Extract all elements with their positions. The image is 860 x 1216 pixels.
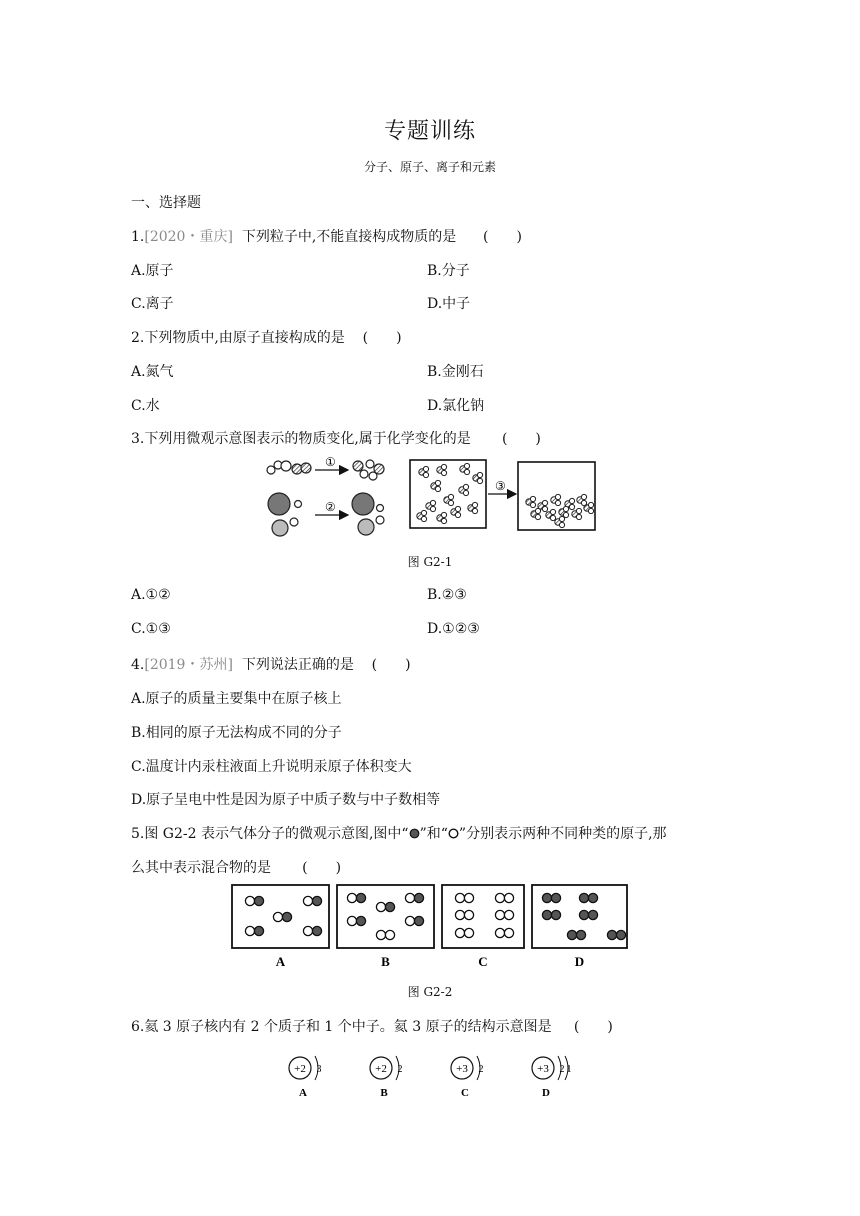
- question-5-line2: [131, 857, 341, 877]
- option: C.温度计内汞柱液面上升说明汞原子体积变大: [131, 759, 412, 775]
- reactant-group-1: [267, 461, 311, 474]
- shell-electrons: 2: [478, 1064, 484, 1075]
- atom-diagram-b: [370, 1056, 403, 1099]
- option: B.相同的原子无法构成不同的分子: [131, 725, 342, 741]
- figure-caption: 图 G2-1: [407, 555, 453, 569]
- reactant-group-2: [268, 493, 302, 536]
- figure-g2-2: [230, 883, 630, 973]
- panel-d: [532, 885, 627, 969]
- option: C.①③: [131, 621, 171, 637]
- answer-paren: ( ): [302, 860, 342, 876]
- question-stem: 下列说法正确的是: [241, 657, 354, 673]
- section-heading: 一、选择题: [131, 195, 201, 211]
- product-group-2: [352, 493, 384, 535]
- panel-c: [442, 885, 524, 969]
- answer-paren: ( ): [501, 431, 541, 447]
- panel-b: [337, 885, 434, 969]
- question-source: [2020・重庆]: [144, 229, 233, 245]
- atom-diagram-d: [532, 1056, 572, 1099]
- option: D.原子呈电中性是因为原子中质子数与中子数相等: [131, 792, 441, 808]
- question-number: 1.: [131, 229, 145, 245]
- diagram-label: D: [542, 1087, 550, 1099]
- option: A.原子: [131, 263, 174, 279]
- question-stem: ”和“: [419, 826, 448, 842]
- question-4: [131, 654, 411, 674]
- mark-3: ③: [495, 479, 506, 493]
- shell-electrons: 1: [566, 1064, 572, 1075]
- answer-paren: ( ): [573, 1019, 613, 1035]
- mark-1: ①: [325, 455, 336, 469]
- question-source: [2019・苏州]: [144, 657, 233, 673]
- panel-label: A: [275, 954, 286, 969]
- option: D.中子: [427, 296, 471, 312]
- option: A.氮气: [131, 364, 174, 380]
- product-group-1: [353, 460, 384, 480]
- question-stem: 3.下列用微观示意图表示的物质变化,属于化学变化的是: [131, 431, 471, 447]
- option: A.原子的质量主要集中在原子核上: [131, 691, 342, 707]
- option: D.①②③: [427, 621, 480, 637]
- question-5: [131, 823, 667, 843]
- panel-label: D: [574, 954, 585, 969]
- mark-2: ②: [325, 500, 336, 514]
- nucleus-charge: +3: [537, 1063, 549, 1075]
- shell-electrons: 3: [316, 1064, 322, 1075]
- question-stem: 下列粒子中,不能直接构成物质的是: [241, 229, 457, 245]
- question-3: [131, 428, 541, 448]
- option: C.离子: [131, 296, 174, 312]
- nucleus-charge: +3: [456, 1063, 468, 1075]
- panel-a: [232, 885, 329, 969]
- option: B.金刚石: [427, 364, 484, 380]
- option: D.氯化钠: [427, 398, 485, 414]
- figure-caption: 图 G2-2: [407, 985, 453, 999]
- answer-paren: ( ): [371, 657, 411, 673]
- question-stem: 2.下列物质中,由原子直接构成的是: [131, 330, 345, 346]
- atom-structure-diagrams: [270, 1046, 600, 1102]
- light-atom-icon: [448, 828, 459, 839]
- question-1: [131, 226, 522, 246]
- diagram-label: C: [461, 1087, 469, 1099]
- question-2: [131, 327, 402, 347]
- answer-paren: ( ): [482, 229, 522, 245]
- panel-label: B: [381, 954, 390, 969]
- question-number: 4.: [131, 657, 145, 673]
- shell-electrons: 2: [559, 1064, 565, 1075]
- page-subtitle: 分子、原子、离子和元素: [363, 160, 496, 174]
- panel-label: C: [478, 954, 488, 969]
- page-title: 专题训练: [383, 119, 476, 144]
- shell-electrons: 2: [397, 1064, 403, 1075]
- atom-diagram-c: [451, 1056, 484, 1099]
- nucleus-charge: +2: [294, 1063, 306, 1075]
- diagram-label: A: [299, 1087, 307, 1099]
- diagram-label: B: [380, 1087, 388, 1099]
- nucleus-charge: +2: [375, 1063, 387, 1075]
- atom-diagram-a: [289, 1056, 322, 1099]
- dark-atom-icon: [409, 828, 420, 839]
- option: A.①②: [131, 587, 171, 603]
- question-stem: 5.图 G2-2 表示气体分子的微观示意图,图中“: [131, 826, 409, 842]
- question-stem: ”分别表示两种不同种类的原子,那: [458, 826, 667, 842]
- option: B.②③: [427, 587, 467, 603]
- answer-paren: ( ): [362, 330, 402, 346]
- question-stem: 6.氦 3 原子核内有 2 个质子和 1 个中子。氦 3 原子的结构示意图是: [131, 1019, 552, 1035]
- figure-g2-1: [262, 452, 602, 544]
- question-6: [131, 1016, 613, 1036]
- option: C.水: [131, 398, 160, 414]
- option: B.分子: [427, 263, 470, 279]
- question-stem: 么其中表示混合物的是: [131, 860, 271, 876]
